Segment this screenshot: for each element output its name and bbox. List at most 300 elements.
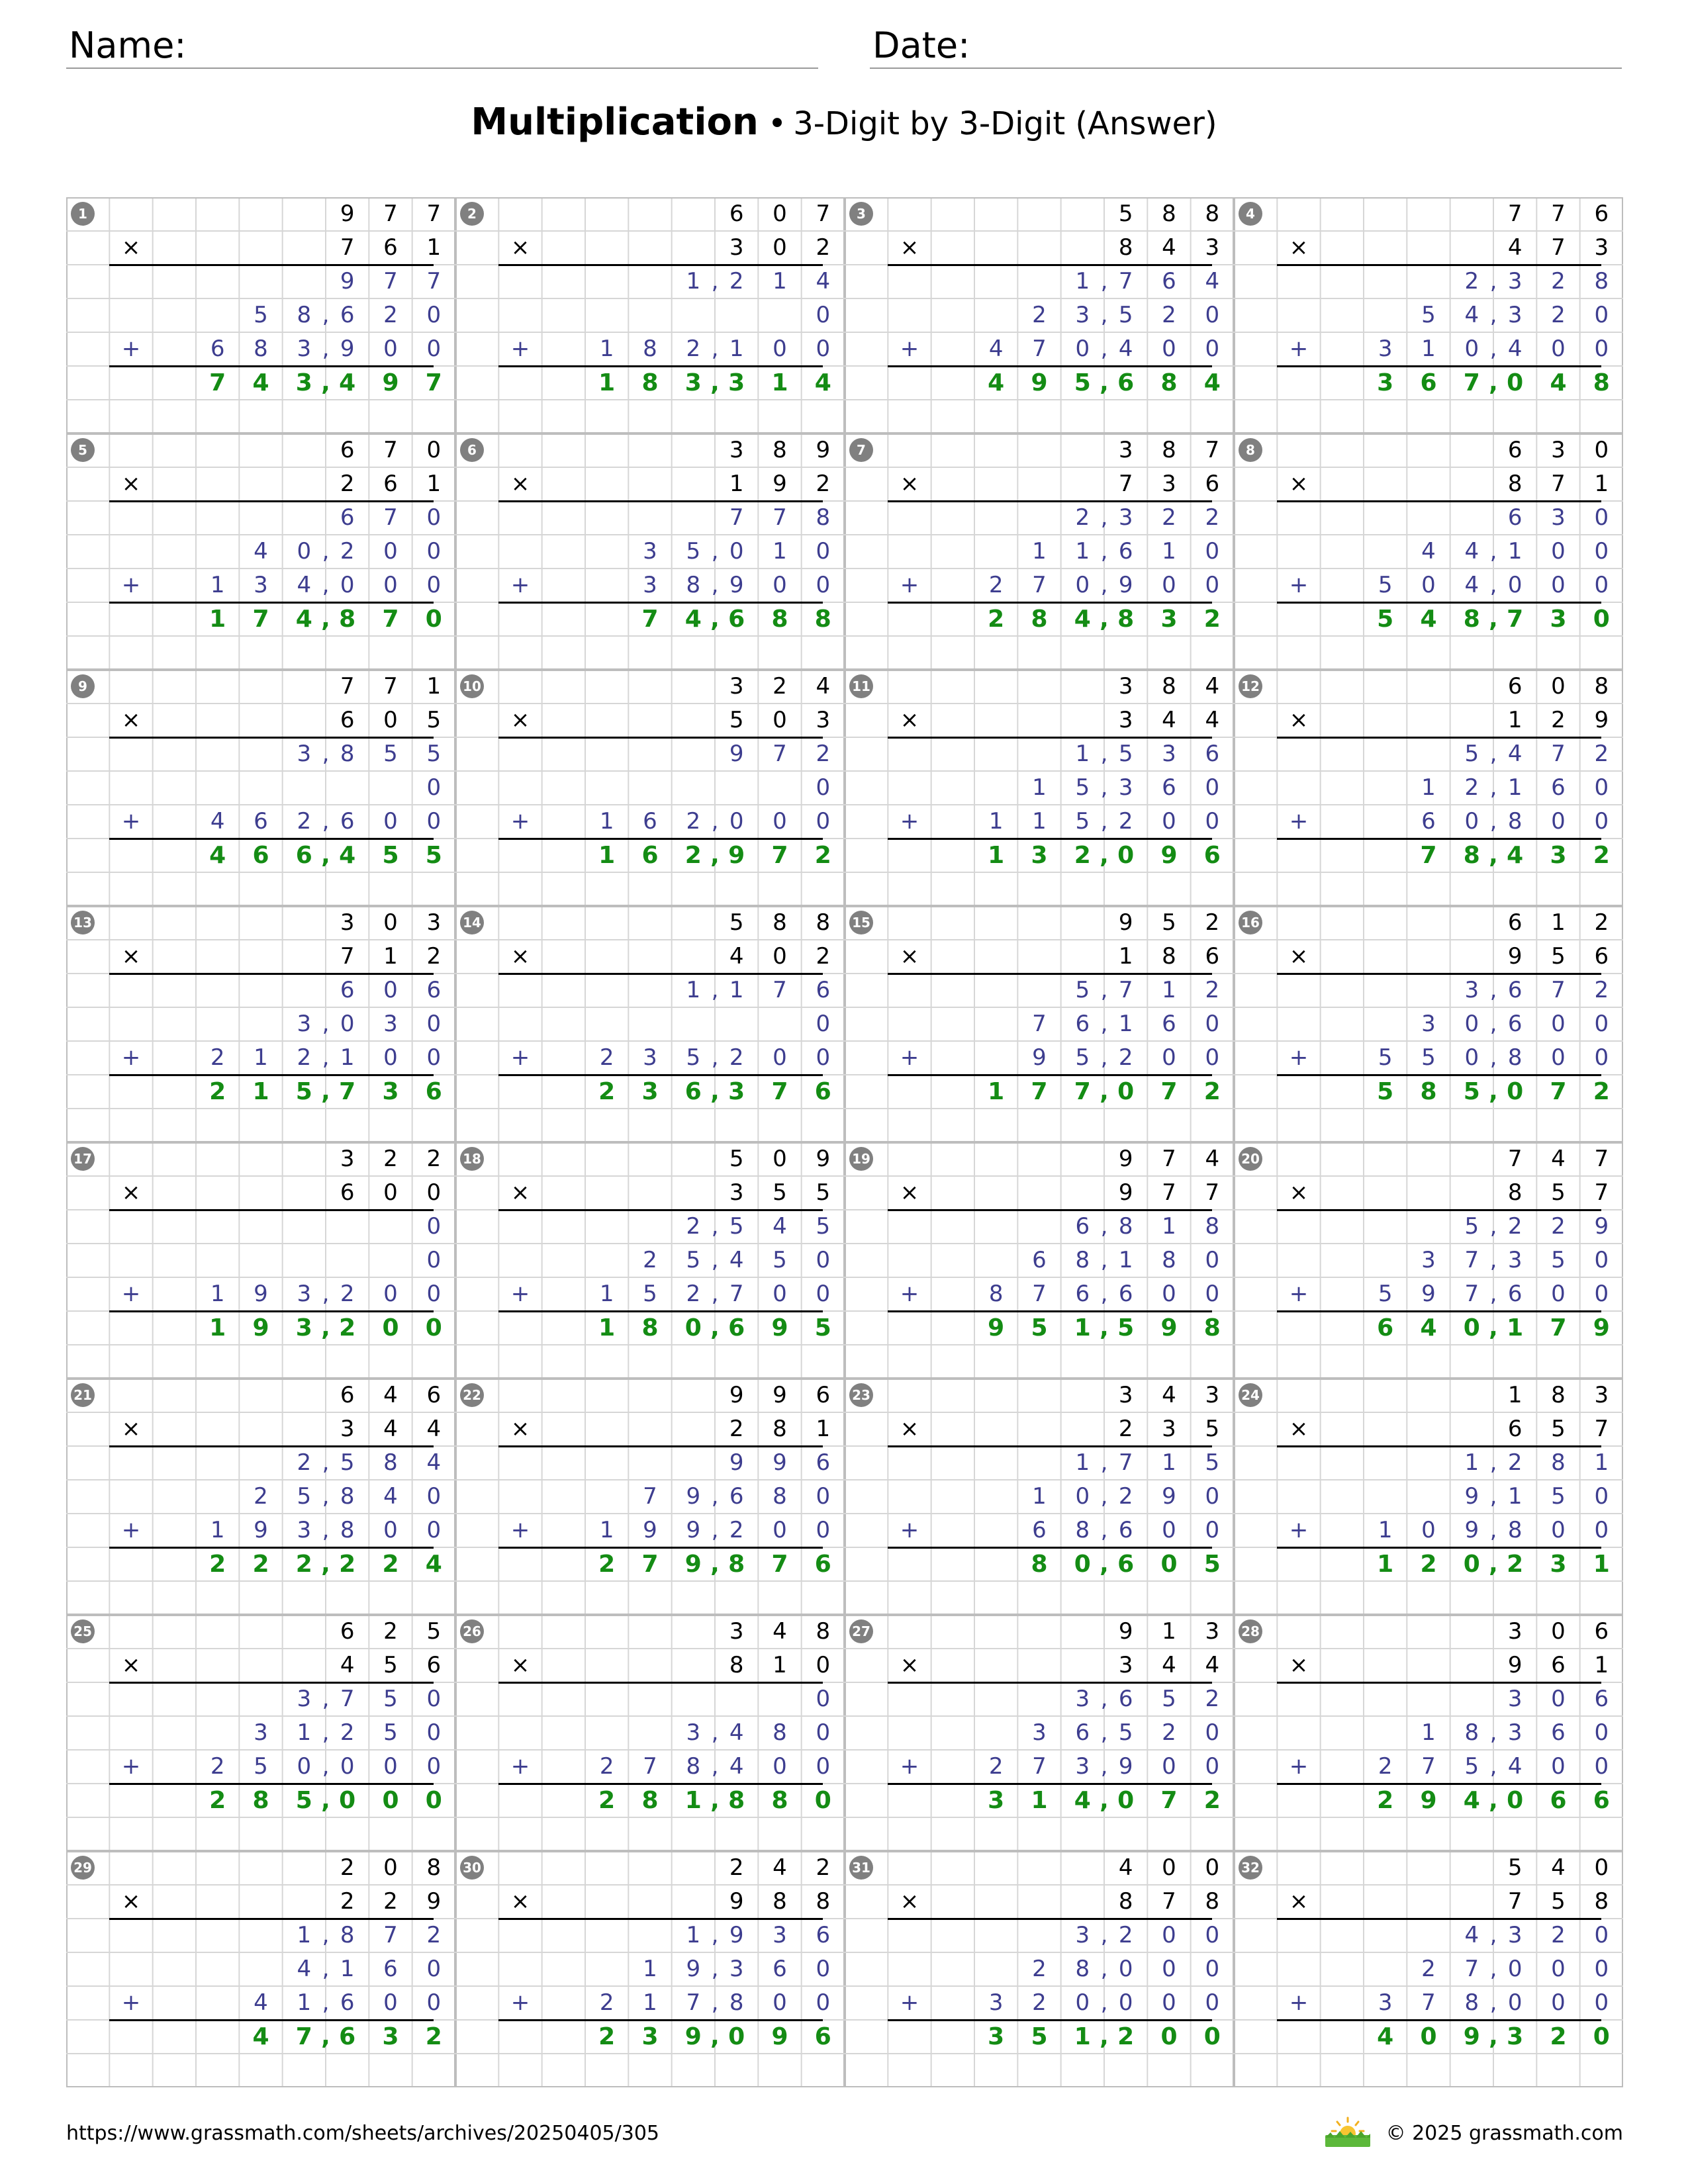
answer-digit: 2 — [209, 1551, 226, 1578]
answer-digit: 2 — [339, 1314, 356, 1342]
partial-product-2-digit: 5 — [1421, 302, 1436, 328]
partial-product-3-digit: 0 — [1205, 1989, 1220, 2016]
multiplicand-digit: 0 — [1551, 1618, 1566, 1645]
problem-number-badge: 15 — [849, 911, 873, 934]
partial-product-1-digit: 8 — [383, 1449, 398, 1476]
partial-product-1-digit-comma: , — [1489, 1922, 1497, 1948]
partial-product-1-digit: 6 — [426, 977, 442, 1003]
multiplier-digit: 6 — [1551, 1652, 1566, 1678]
partial-product-3-digit: 7 — [729, 1281, 744, 1307]
partial-product-2-digit-comma: , — [1100, 1483, 1108, 1510]
multiplier-digit: 1 — [1594, 471, 1609, 497]
partial-product-2-digit: 0 — [1205, 1719, 1220, 1746]
answer-digit: 3 — [728, 1078, 745, 1105]
partial-product-3-digit: 0 — [816, 1517, 831, 1543]
multiplier-digit: 5 — [1551, 1888, 1566, 1915]
multiplier-digit: 4 — [1205, 707, 1220, 733]
partial-product-1-digit: 7 — [1118, 268, 1133, 295]
operation-line — [888, 1547, 1212, 1549]
answer-digit: 6 — [728, 606, 745, 633]
multiplier-digit: 6 — [383, 471, 398, 497]
answer-digit: 6 — [1550, 1787, 1567, 1814]
problem-number-badge: 5 — [71, 438, 95, 462]
multiplicand-digit: 2 — [340, 1854, 355, 1881]
answer-digit: 7 — [1420, 842, 1437, 869]
partial-product-3-digit: 5 — [254, 1753, 268, 1780]
answer-digit: 1 — [1031, 1787, 1048, 1814]
partial-product-3-digit: 0 — [816, 1281, 831, 1307]
multiplicand-digit: 7 — [1205, 437, 1220, 463]
answer-digit: 5 — [1074, 369, 1091, 396]
multiplicand-digit: 6 — [1507, 437, 1523, 463]
multiplicand-digit: 6 — [816, 1382, 831, 1408]
operation-line — [109, 2019, 434, 2021]
partial-product-3-digit: 3 — [1378, 1989, 1393, 2016]
partial-product-3-digit: 1 — [988, 808, 1004, 835]
partial-product-3-digit: 0 — [1162, 336, 1176, 362]
answer-digit: 0 — [684, 1314, 702, 1342]
answer-digit-comma: , — [1100, 2023, 1109, 2050]
partial-product-3-digit: 0 — [1162, 808, 1176, 835]
partial-product-1-digit-comma: , — [711, 1922, 719, 1948]
partial-product-2-digit: 0 — [1205, 302, 1220, 328]
multiplicand-digit: 8 — [1205, 201, 1220, 227]
partial-product-2-digit: 0 — [1205, 1247, 1220, 1273]
operation-line — [109, 838, 434, 840]
partial-product-1-digit-comma: , — [1100, 977, 1108, 1003]
partial-product-1-digit: 0 — [383, 977, 398, 1003]
operation-line — [498, 1209, 823, 1211]
multiplicand-digit: 3 — [1205, 1618, 1220, 1645]
partial-product-1-digit: 1 — [1162, 1449, 1176, 1476]
partial-product-3-digit: 2 — [988, 1753, 1004, 1780]
multiplier-digit: 5 — [729, 707, 744, 733]
partial-product-1-digit-comma: , — [322, 1686, 330, 1712]
multiplicand-digit: 0 — [1205, 1854, 1220, 1881]
partial-product-3-digit-comma: , — [1100, 336, 1108, 362]
answer-digit: 2 — [1420, 1551, 1437, 1578]
partial-product-1-digit: 4 — [1464, 1922, 1479, 1948]
partial-product-2-digit: 4 — [1464, 538, 1479, 565]
operation-line — [109, 602, 434, 604]
answer-digit: 7 — [641, 606, 659, 633]
partial-product-2-digit: 0 — [426, 302, 442, 328]
partial-product-3-digit: 2 — [729, 1517, 744, 1543]
multiplier-digit: 9 — [426, 1888, 442, 1915]
multiplicand-digit: 9 — [1118, 1146, 1133, 1172]
problem-number-badge: 22 — [460, 1383, 484, 1407]
multiplier-digit: 0 — [383, 1179, 398, 1206]
partial-product-1-digit: 2 — [1594, 741, 1609, 767]
multiplier-digit: 8 — [1594, 1888, 1609, 1915]
partial-product-2-digit: 2 — [1162, 302, 1176, 328]
answer-digit: 4 — [988, 369, 1005, 396]
multiplicand-digit: 8 — [773, 437, 787, 463]
partial-product-2-digit-comma: , — [711, 1719, 719, 1746]
times-sign: × — [900, 234, 919, 261]
multiplier-digit: 7 — [1162, 1179, 1176, 1206]
partial-product-3-digit: 7 — [1032, 572, 1047, 598]
answer-digit: 3 — [988, 1787, 1005, 1814]
partial-product-1-digit-comma: , — [1489, 1213, 1497, 1240]
multiplicand-digit: 7 — [1162, 1146, 1176, 1172]
partial-product-2-digit: 1 — [1507, 538, 1523, 565]
answer-digit: 4 — [684, 606, 702, 633]
times-sign: × — [121, 1179, 141, 1206]
multiplicand-digit: 3 — [1118, 1382, 1133, 1408]
answer-digit: 2 — [684, 842, 702, 869]
multiplicand-digit: 8 — [816, 1618, 831, 1645]
partial-product-2-digit-comma: , — [1489, 1483, 1497, 1510]
multiplier-digit: 2 — [816, 943, 831, 970]
answer-digit: 5 — [295, 1787, 312, 1814]
name-field[interactable] — [66, 24, 818, 69]
answer-digit: 0 — [1160, 2023, 1178, 2050]
answer-digit: 3 — [295, 369, 312, 396]
partial-product-3-digit: 8 — [1507, 1044, 1523, 1071]
partial-product-2-digit: 1 — [1421, 1719, 1436, 1746]
answer-digit-comma: , — [1100, 1314, 1109, 1342]
partial-product-3-digit: 8 — [1075, 1517, 1090, 1543]
multiplicand-digit: 9 — [1118, 1618, 1133, 1645]
partial-product-2-digit: 3 — [686, 1719, 701, 1746]
multiplicand-digit: 5 — [426, 1618, 442, 1645]
partial-product-3-digit: 1 — [599, 1517, 614, 1543]
answer-digit: 6 — [252, 842, 269, 869]
partial-product-2-digit: 6 — [1075, 1719, 1090, 1746]
answer-digit: 3 — [295, 1314, 312, 1342]
problem-number-badge: 6 — [460, 438, 484, 462]
partial-product-2-digit: 5 — [686, 538, 701, 565]
partial-product-1-digit: 8 — [1551, 1449, 1566, 1476]
partial-product-2-digit: 0 — [1594, 1247, 1609, 1273]
partial-product-1-digit: 1 — [686, 977, 701, 1003]
partial-product-2-digit: 5 — [383, 1719, 398, 1746]
times-sign: × — [1289, 1416, 1309, 1442]
multiplier-digit: 7 — [1205, 1179, 1220, 1206]
multiplier-digit: 1 — [426, 471, 442, 497]
plus-sign: + — [121, 1281, 141, 1307]
partial-product-3-digit: 1 — [643, 1989, 657, 2016]
partial-product-1-digit: 3 — [1507, 1686, 1523, 1712]
partial-product-2-digit-comma: , — [322, 1719, 330, 1746]
partial-product-2-digit: 0 — [816, 538, 831, 565]
partial-product-1-digit: 3 — [1162, 741, 1176, 767]
partial-product-3-digit: 6 — [1421, 808, 1436, 835]
answer-digit: 6 — [295, 842, 312, 869]
partial-product-1-digit: 5 — [1464, 741, 1479, 767]
partial-product-1-digit: 7 — [729, 504, 744, 531]
partial-product-3-digit: 1 — [254, 1044, 268, 1071]
partial-product-3-digit: 6 — [1075, 1281, 1090, 1307]
multiplicand-digit: 8 — [1594, 673, 1609, 700]
partial-product-1-digit: 5 — [383, 1686, 398, 1712]
answer-digit-comma: , — [321, 369, 330, 396]
partial-product-2-digit: 0 — [426, 1247, 442, 1273]
partial-product-2-digit: 0 — [1594, 774, 1609, 801]
multiplier-digit: 5 — [816, 1179, 831, 1206]
partial-product-3-digit-comma: , — [1100, 1989, 1108, 2016]
partial-product-1-digit: 5 — [1075, 977, 1090, 1003]
answer-digit: 8 — [1203, 1314, 1221, 1342]
partial-product-3-digit: 0 — [1421, 1517, 1436, 1543]
partial-product-2-digit: 0 — [1594, 302, 1609, 328]
answer-digit: 1 — [1074, 2023, 1091, 2050]
answer-digit: 0 — [425, 606, 442, 633]
partial-product-3-digit: 0 — [1551, 336, 1566, 362]
times-sign: × — [121, 943, 141, 970]
partial-product-3-digit: 7 — [643, 1753, 657, 1780]
plus-sign: + — [510, 1044, 530, 1071]
times-sign: × — [510, 1416, 530, 1442]
partial-product-3-digit: 4 — [297, 572, 312, 598]
answer-digit-comma: , — [321, 842, 330, 869]
partial-product-3-digit-comma: , — [1100, 572, 1108, 598]
answer-digit: 7 — [1160, 1787, 1178, 1814]
partial-product-2-digit: 5 — [773, 1247, 787, 1273]
multiplier-digit: 4 — [729, 943, 744, 970]
operation-line — [498, 500, 823, 502]
answer-digit: 9 — [382, 369, 399, 396]
multiplier-digit: 8 — [1118, 234, 1133, 261]
answer-digit-comma: , — [1100, 1078, 1109, 1105]
plus-sign: + — [1289, 336, 1309, 362]
partial-product-2-digit: 4 — [297, 1956, 312, 1982]
answer-digit: 0 — [1507, 1078, 1524, 1105]
answer-digit-comma: , — [1489, 1787, 1498, 1814]
answer-digit: 0 — [1463, 1314, 1480, 1342]
multiplicand-digit: 1 — [426, 673, 442, 700]
answer-digit: 6 — [1377, 1314, 1394, 1342]
partial-product-1-digit: 1 — [1162, 977, 1176, 1003]
multiplicand-digit: 4 — [1205, 673, 1220, 700]
multiplicand-digit: 9 — [729, 1382, 744, 1408]
partial-product-3-digit: 0 — [816, 572, 831, 598]
partial-product-3-digit: 4 — [254, 1989, 268, 2016]
answer-digit: 8 — [1117, 606, 1135, 633]
partial-product-3-digit: 0 — [1162, 1281, 1176, 1307]
partial-product-3-digit: 3 — [297, 1281, 312, 1307]
partial-product-2-digit: 0 — [426, 774, 442, 801]
multiplier-digit: 4 — [1162, 707, 1176, 733]
partial-product-3-digit-comma: , — [1100, 1517, 1108, 1543]
answer-digit: 1 — [1074, 1314, 1091, 1342]
partial-product-3-digit: 0 — [773, 1989, 787, 2016]
problem-number-badge: 16 — [1239, 911, 1262, 934]
multiplier-digit: 3 — [340, 1416, 355, 1442]
answer-digit: 1 — [988, 842, 1005, 869]
multiplicand-digit: 8 — [1162, 201, 1176, 227]
partial-product-3-digit: 0 — [1075, 1989, 1090, 2016]
partial-product-1-digit: 2 — [1551, 268, 1566, 295]
plus-sign: + — [121, 1753, 141, 1780]
answer-digit: 6 — [1593, 1787, 1610, 1814]
answer-digit: 5 — [1203, 1551, 1221, 1578]
times-sign: × — [1289, 707, 1309, 733]
partial-product-2-digit: 4 — [383, 1483, 398, 1510]
partial-product-2-digit-comma: , — [711, 538, 719, 565]
partial-product-3-digit-comma: , — [1489, 572, 1497, 598]
partial-product-1-digit: 3 — [297, 741, 312, 767]
multiplicand-digit: 3 — [1118, 437, 1133, 463]
operation-line — [498, 602, 823, 604]
multiplier-digit: 8 — [1205, 1888, 1220, 1915]
partial-product-3-digit: 0 — [426, 1989, 442, 2016]
partial-product-2-digit: 3 — [1507, 1719, 1523, 1746]
times-sign: × — [121, 1652, 141, 1678]
partial-product-3-digit: 7 — [1421, 1753, 1436, 1780]
multiplier-digit: 7 — [1551, 234, 1566, 261]
times-sign: × — [900, 1416, 919, 1442]
answer-digit: 4 — [1507, 842, 1524, 869]
multiplier-digit: 1 — [729, 471, 744, 497]
plus-sign: + — [900, 1753, 919, 1780]
partial-product-2-digit-comma: , — [711, 1956, 719, 1982]
operation-line — [888, 365, 1212, 367]
answer-digit: 8 — [1031, 606, 1048, 633]
partial-product-2-digit: 0 — [1507, 1956, 1523, 1982]
answer-digit: 8 — [1463, 842, 1480, 869]
answer-digit: 7 — [209, 369, 226, 396]
answer-digit: 7 — [1507, 606, 1524, 633]
partial-product-2-digit-comma: , — [322, 1956, 330, 1982]
multiplier-digit: 3 — [1594, 234, 1609, 261]
answer-digit: 2 — [814, 842, 831, 869]
multiplier-digit: 4 — [1162, 1652, 1176, 1678]
multiplier-digit: 8 — [1118, 1888, 1133, 1915]
answer-digit: 3 — [988, 2023, 1005, 2050]
partial-product-3-digit: 2 — [340, 1281, 355, 1307]
partial-product-1-digit: 5 — [1205, 1449, 1220, 1476]
partial-product-3-digit: 0 — [426, 336, 442, 362]
partial-product-3-digit: 0 — [816, 808, 831, 835]
answer-digit-comma: , — [1489, 369, 1498, 396]
operation-line — [109, 1682, 434, 1684]
multiplier-digit: 2 — [383, 1888, 398, 1915]
answer-digit: 9 — [684, 2023, 702, 2050]
partial-product-3-digit: 9 — [1421, 1281, 1436, 1307]
answer-digit: 9 — [988, 1314, 1005, 1342]
problem-number-badge: 14 — [460, 911, 484, 934]
answer-digit: 4 — [339, 842, 356, 869]
multiplier-digit: 4 — [340, 1652, 355, 1678]
partial-product-2-digit: 6 — [773, 1956, 787, 1982]
answer-digit: 6 — [1420, 369, 1437, 396]
partial-product-3-digit: 5 — [1378, 572, 1393, 598]
partial-product-1-digit-comma: , — [322, 1449, 330, 1476]
operation-line — [498, 2019, 823, 2021]
partial-product-3-digit: 2 — [599, 1753, 614, 1780]
title-main: Multiplication — [471, 101, 759, 144]
plus-sign: + — [510, 1753, 530, 1780]
answer-digit-comma: , — [1100, 842, 1109, 869]
plus-sign: + — [510, 1281, 530, 1307]
multiplier-digit: 9 — [1594, 707, 1609, 733]
partial-product-1-digit: 8 — [1118, 1213, 1133, 1240]
answer-digit: 6 — [339, 2023, 356, 2050]
partial-product-1-digit: 7 — [1551, 977, 1566, 1003]
multiplier-digit: 2 — [816, 234, 831, 261]
partial-product-2-digit: 0 — [1594, 1956, 1609, 1982]
operation-line — [1277, 602, 1601, 604]
problem-number-badge: 13 — [71, 911, 95, 934]
partial-product-3-digit: 6 — [643, 808, 657, 835]
operation-line — [498, 973, 823, 975]
partial-product-3-digit: 0 — [1594, 1753, 1609, 1780]
answer-digit: 0 — [425, 1314, 442, 1342]
problem-number-badge: 1 — [71, 202, 95, 226]
multiplicand-digit: 0 — [1162, 1854, 1176, 1881]
answer-digit: 2 — [598, 1787, 616, 1814]
partial-product-3-digit: 5 — [643, 1281, 657, 1307]
answer-digit: 1 — [988, 1078, 1005, 1105]
answer-digit: 8 — [641, 1787, 659, 1814]
partial-product-3-digit: 0 — [1421, 572, 1436, 598]
multiplier-digit: 8 — [1162, 943, 1176, 970]
partial-product-3-digit: 0 — [1551, 572, 1566, 598]
answer-digit: 0 — [728, 2023, 745, 2050]
answer-digit: 1 — [209, 1314, 226, 1342]
answer-digit: 8 — [1463, 606, 1480, 633]
partial-product-1-digit: 2 — [1594, 977, 1609, 1003]
operation-line — [1277, 1310, 1601, 1312]
partial-product-3-digit-comma: , — [1489, 1044, 1497, 1071]
partial-product-3-digit-comma: , — [711, 1517, 719, 1543]
partial-product-1-digit: 1 — [729, 977, 744, 1003]
partial-product-1-digit: 6 — [816, 1449, 831, 1476]
partial-product-2-digit-comma: , — [1489, 1011, 1497, 1037]
multiplier-digit: 3 — [1162, 1416, 1176, 1442]
partial-product-1-digit-comma: , — [322, 1922, 330, 1948]
operation-line — [109, 500, 434, 502]
partial-product-1-digit: 0 — [426, 1686, 442, 1712]
partial-product-2-digit: 1 — [1421, 774, 1436, 801]
partial-product-3-digit: 0 — [1551, 808, 1566, 835]
answer-digit: 2 — [209, 1787, 226, 1814]
partial-product-1-digit: 7 — [773, 741, 787, 767]
partial-product-1-digit: 6 — [340, 977, 355, 1003]
partial-product-3-digit: 2 — [1118, 808, 1133, 835]
partial-product-2-digit-comma: , — [1489, 1719, 1497, 1746]
answer-digit: 2 — [1377, 1787, 1394, 1814]
partial-product-3-digit: 6 — [210, 336, 225, 362]
partial-product-1-digit: 2 — [1551, 1213, 1566, 1240]
operation-line — [109, 365, 434, 367]
multiplicand-digit: 8 — [426, 1854, 442, 1881]
multiplier-digit: 6 — [340, 1179, 355, 1206]
date-field[interactable] — [870, 24, 1622, 69]
partial-product-3-digit: 2 — [210, 1753, 225, 1780]
multiplicand-digit: 7 — [1551, 201, 1566, 227]
partial-product-1-digit: 2 — [1464, 268, 1479, 295]
multiplicand-digit: 5 — [1162, 909, 1176, 936]
answer-digit: 5 — [382, 842, 399, 869]
answer-digit: 2 — [598, 1078, 616, 1105]
times-sign: × — [1289, 1888, 1309, 1915]
multiplicand-digit: 3 — [1205, 1382, 1220, 1408]
problem-number-badge: 4 — [1239, 202, 1262, 226]
partial-product-2-digit: 1 — [773, 538, 787, 565]
answer-digit: 6 — [1117, 1551, 1135, 1578]
answer-digit: 4 — [295, 606, 312, 633]
partial-product-2-digit: 5 — [1551, 1247, 1566, 1273]
partial-product-2-digit: 3 — [1421, 1247, 1436, 1273]
partial-product-3-digit: 0 — [383, 1281, 398, 1307]
partial-product-2-digit: 6 — [1118, 538, 1133, 565]
multiplicand-digit: 3 — [729, 437, 744, 463]
partial-product-2-digit: 0 — [1594, 1011, 1609, 1037]
partial-product-3-digit: 4 — [1118, 336, 1133, 362]
